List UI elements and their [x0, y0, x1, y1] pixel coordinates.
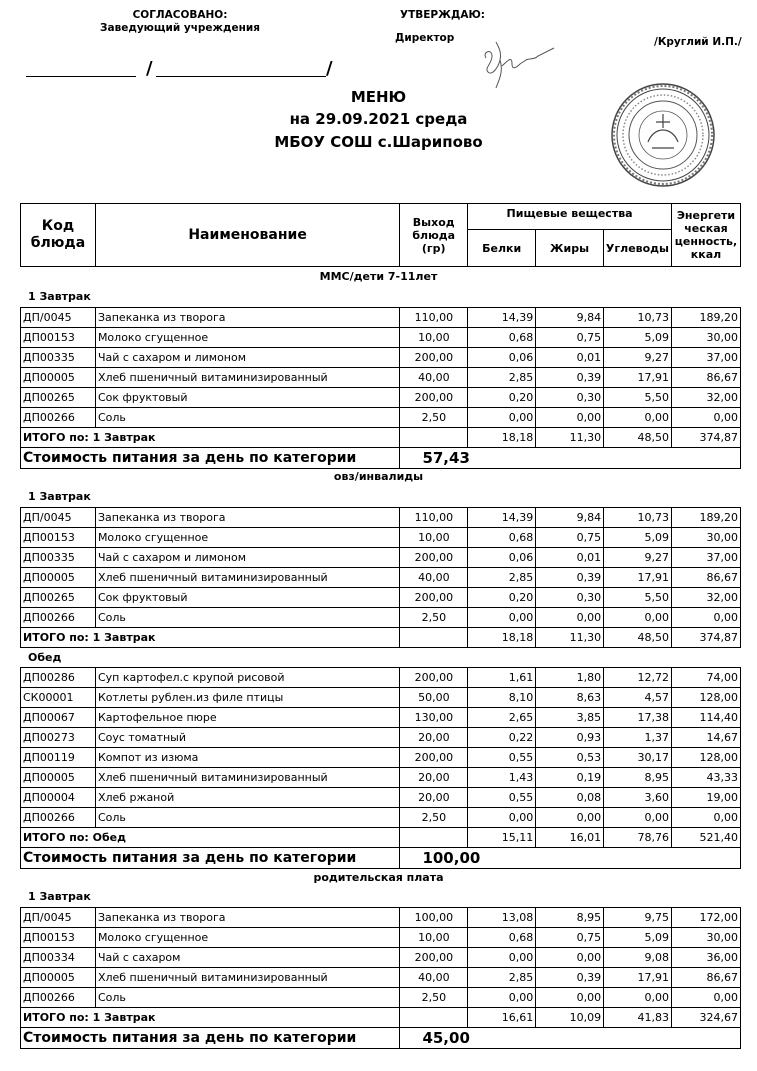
table-row: [21, 528, 741, 548]
meal-table: [20, 907, 741, 1049]
dish-protein: 14,39: [468, 508, 536, 528]
dish-name: Суп картофел.с крупой рисовой: [95, 668, 400, 688]
dish-name: Чай с сахаром и лимоном: [95, 348, 400, 368]
dish-yield: 20,00: [400, 788, 468, 808]
dish-protein: 0,00: [468, 608, 536, 628]
total-protein: 18,18: [468, 628, 536, 648]
dish-yield: 110,00: [400, 308, 468, 328]
dish-protein: 1,43: [468, 768, 536, 788]
table-row: [21, 548, 741, 568]
table-row: [21, 588, 741, 608]
dish-name: Запеканка из творога: [95, 508, 400, 528]
signature-slash-2: /: [326, 58, 333, 79]
dish-code: ДП00335: [21, 348, 96, 368]
total-protein: 18,18: [468, 428, 536, 448]
dish-energy: 36,00: [672, 948, 741, 968]
dish-carbs: 17,91: [604, 368, 672, 388]
dish-energy: 86,67: [672, 568, 741, 588]
dish-fat: 0,75: [536, 928, 604, 948]
table-row: [21, 328, 741, 348]
dish-carbs: 30,17: [604, 748, 672, 768]
dish-yield: 40,00: [400, 968, 468, 988]
meal-title: 1 Завтрак: [28, 890, 91, 903]
total-label: ИТОГО по: 1 Завтрак: [21, 628, 400, 648]
dish-yield: 200,00: [400, 948, 468, 968]
dish-code: ДП00067: [21, 708, 96, 728]
dish-code: ДП00153: [21, 928, 96, 948]
dish-protein: 8,10: [468, 688, 536, 708]
total-fat: 16,01: [536, 828, 604, 848]
dish-carbs: 17,38: [604, 708, 672, 728]
dish-carbs: 5,09: [604, 328, 672, 348]
table-header: [20, 203, 741, 267]
dish-fat: 3,85: [536, 708, 604, 728]
dish-name: Хлеб ржаной: [95, 788, 400, 808]
dish-yield: 2,50: [400, 988, 468, 1008]
dish-energy: 128,00: [672, 748, 741, 768]
dish-fat: 0,08: [536, 788, 604, 808]
meal-title: 1 Завтрак: [28, 490, 91, 503]
total-energy: 374,87: [672, 428, 741, 448]
total-fat: 10,09: [536, 1008, 604, 1028]
dish-protein: 13,08: [468, 908, 536, 928]
table-row: [21, 348, 741, 368]
table-row: [21, 568, 741, 588]
col-yield-header: Выход блюда (гр): [400, 204, 468, 267]
dish-code: ДП/0045: [21, 508, 96, 528]
dish-carbs: 9,75: [604, 908, 672, 928]
daily-cost-label: Стоимость питания за день по категории: [21, 448, 400, 469]
signature-line-2: [156, 76, 326, 77]
dish-code: ДП00266: [21, 408, 96, 428]
dish-code: ДП00005: [21, 368, 96, 388]
dish-protein: 0,00: [468, 948, 536, 968]
dish-energy: 32,00: [672, 588, 741, 608]
total-label: ИТОГО по: 1 Завтрак: [21, 428, 400, 448]
total-carbs: 41,83: [604, 1008, 672, 1028]
signature-line-1: [26, 76, 136, 77]
dish-yield: 200,00: [400, 548, 468, 568]
dish-energy: 189,20: [672, 508, 741, 528]
dish-protein: 2,85: [468, 568, 536, 588]
menu-title: МЕНЮ: [350, 88, 407, 106]
dish-code: ДП00005: [21, 968, 96, 988]
col-carbs-header: Углеводы: [603, 230, 671, 267]
table-row: [21, 748, 741, 768]
dish-energy: 30,00: [672, 528, 741, 548]
dish-name: Компот из изюма: [95, 748, 400, 768]
dish-fat: 0,75: [536, 328, 604, 348]
meal-table: [20, 307, 741, 469]
dish-protein: 0,06: [468, 348, 536, 368]
dish-yield: 20,00: [400, 768, 468, 788]
col-nutrients-header: Пищевые вещества: [468, 204, 672, 230]
agreed-label: СОГЛАСОВАНО:: [132, 9, 228, 21]
dish-fat: 0,00: [536, 988, 604, 1008]
dish-yield: 20,00: [400, 728, 468, 748]
dish-name: Чай с сахаром: [95, 948, 400, 968]
dish-energy: 43,33: [672, 768, 741, 788]
dish-yield: 2,50: [400, 808, 468, 828]
dish-protein: 2,65: [468, 708, 536, 728]
dish-protein: 0,00: [468, 408, 536, 428]
dish-fat: 8,95: [536, 908, 604, 928]
agreed-role: Заведующий учреждения: [100, 22, 260, 34]
total-fat: 11,30: [536, 428, 604, 448]
daily-cost-value: 45,00: [400, 1028, 741, 1049]
dish-code: ДП00265: [21, 588, 96, 608]
dish-yield: 10,00: [400, 328, 468, 348]
dish-code: ДП00266: [21, 608, 96, 628]
total-protein: 15,11: [468, 828, 536, 848]
daily-cost-row: [21, 848, 741, 869]
dish-name: Котлеты рублен.из филе птицы: [95, 688, 400, 708]
dish-yield: 100,00: [400, 908, 468, 928]
daily-cost-row: [21, 1028, 741, 1049]
dish-carbs: 0,00: [604, 808, 672, 828]
dish-fat: 0,01: [536, 548, 604, 568]
dish-protein: 0,20: [468, 588, 536, 608]
dish-carbs: 12,72: [604, 668, 672, 688]
daily-cost-label: Стоимость питания за день по категории: [21, 848, 400, 869]
director-signature-icon: [478, 38, 558, 90]
dish-code: ДП00005: [21, 568, 96, 588]
dish-protein: 0,55: [468, 748, 536, 768]
table-row: [21, 688, 741, 708]
dish-fat: 0,30: [536, 588, 604, 608]
dish-code: ДП00153: [21, 528, 96, 548]
total-yield: [400, 828, 468, 848]
dish-carbs: 5,50: [604, 388, 672, 408]
dish-energy: 30,00: [672, 328, 741, 348]
dish-name: Молоко сгущенное: [95, 928, 400, 948]
dish-fat: 0,19: [536, 768, 604, 788]
total-label: ИТОГО по: Обед: [21, 828, 400, 848]
category-title: родительская плата: [313, 871, 444, 884]
dish-yield: 2,50: [400, 608, 468, 628]
dish-yield: 2,50: [400, 408, 468, 428]
dish-energy: 37,00: [672, 548, 741, 568]
total-protein: 16,61: [468, 1008, 536, 1028]
dish-name: Чай с сахаром и лимоном: [95, 548, 400, 568]
dish-yield: 110,00: [400, 508, 468, 528]
dish-code: ДП00153: [21, 328, 96, 348]
dish-code: ДП00266: [21, 988, 96, 1008]
dish-carbs: 9,27: [604, 548, 672, 568]
dish-code: СК00001: [21, 688, 96, 708]
dish-name: Соль: [95, 808, 400, 828]
dish-energy: 0,00: [672, 608, 741, 628]
dish-yield: 200,00: [400, 748, 468, 768]
dish-code: ДП00119: [21, 748, 96, 768]
table-row: [21, 788, 741, 808]
table-row: [21, 368, 741, 388]
dish-yield: 200,00: [400, 668, 468, 688]
col-code-header: Код блюда: [21, 204, 96, 267]
dish-energy: 0,00: [672, 988, 741, 1008]
dish-protein: 0,00: [468, 808, 536, 828]
dish-fat: 0,01: [536, 348, 604, 368]
table-row: [21, 968, 741, 988]
dish-code: ДП00005: [21, 768, 96, 788]
dish-code: ДП00273: [21, 728, 96, 748]
category-title: овз/инвалиды: [333, 470, 424, 483]
dish-fat: 0,30: [536, 388, 604, 408]
dish-protein: 0,55: [468, 788, 536, 808]
total-energy: 324,67: [672, 1008, 741, 1028]
dish-energy: 172,00: [672, 908, 741, 928]
dish-code: ДП00265: [21, 388, 96, 408]
dish-yield: 40,00: [400, 368, 468, 388]
dish-protein: 0,00: [468, 988, 536, 1008]
dish-code: ДП00334: [21, 948, 96, 968]
total-yield: [400, 428, 468, 448]
dish-energy: 74,00: [672, 668, 741, 688]
dish-carbs: 5,09: [604, 528, 672, 548]
total-label: ИТОГО по: 1 Завтрак: [21, 1008, 400, 1028]
dish-yield: 40,00: [400, 568, 468, 588]
dish-carbs: 17,91: [604, 568, 672, 588]
dish-yield: 50,00: [400, 688, 468, 708]
dish-energy: 32,00: [672, 388, 741, 408]
daily-cost-label: Стоимость питания за день по категории: [21, 1028, 400, 1049]
dish-code: ДП00266: [21, 808, 96, 828]
dish-name: Запеканка из творога: [95, 908, 400, 928]
dish-name: Соль: [95, 988, 400, 1008]
dish-name: Молоко сгущенное: [95, 528, 400, 548]
dish-fat: 0,00: [536, 608, 604, 628]
dish-code: ДП/0045: [21, 308, 96, 328]
dish-fat: 9,84: [536, 508, 604, 528]
total-yield: [400, 628, 468, 648]
school-name: МБОУ СОШ с.Шарипово: [274, 133, 483, 151]
dish-carbs: 9,08: [604, 948, 672, 968]
table-row: [21, 908, 741, 928]
dish-energy: 189,20: [672, 308, 741, 328]
meal-title: Обед: [28, 651, 62, 664]
table-row: [21, 608, 741, 628]
dish-carbs: 0,00: [604, 608, 672, 628]
dish-carbs: 4,57: [604, 688, 672, 708]
table-row: [21, 988, 741, 1008]
meal-total-row: [21, 628, 741, 648]
dish-fat: 0,75: [536, 528, 604, 548]
menu-date: на 29.09.2021 среда: [289, 110, 468, 128]
dish-energy: 86,67: [672, 368, 741, 388]
dish-energy: 0,00: [672, 808, 741, 828]
dish-carbs: 8,95: [604, 768, 672, 788]
dish-code: ДП00004: [21, 788, 96, 808]
dish-fat: 0,39: [536, 368, 604, 388]
meal-total-row: [21, 828, 741, 848]
dish-code: ДП00335: [21, 548, 96, 568]
daily-cost-row: [21, 448, 741, 469]
dish-energy: 128,00: [672, 688, 741, 708]
col-energy-header: Энергети ческая ценность, ккал: [671, 204, 740, 267]
dish-protein: 0,68: [468, 528, 536, 548]
dish-name: Запеканка из творога: [95, 308, 400, 328]
dish-name: Молоко сгущенное: [95, 328, 400, 348]
dish-energy: 30,00: [672, 928, 741, 948]
dish-protein: 0,68: [468, 328, 536, 348]
table-row: [21, 808, 741, 828]
dish-protein: 2,85: [468, 368, 536, 388]
director-label: Директор: [395, 32, 455, 44]
dish-protein: 0,22: [468, 728, 536, 748]
dish-energy: 86,67: [672, 968, 741, 988]
dish-fat: 0,00: [536, 948, 604, 968]
dish-name: Хлеб пшеничный витаминизированный: [95, 568, 400, 588]
dish-name: Соль: [95, 608, 400, 628]
dish-fat: 9,84: [536, 308, 604, 328]
dish-name: Соус томатный: [95, 728, 400, 748]
dish-protein: 1,61: [468, 668, 536, 688]
dish-carbs: 9,27: [604, 348, 672, 368]
meal-title: 1 Завтрак: [28, 290, 91, 303]
meal-table: [20, 507, 741, 648]
dish-name: Сок фруктовый: [95, 588, 400, 608]
dish-yield: 200,00: [400, 348, 468, 368]
table-row: [21, 728, 741, 748]
approve-label: УТВЕРЖДАЮ:: [400, 9, 485, 21]
signature-slash-1: /: [146, 58, 153, 79]
dish-carbs: 1,37: [604, 728, 672, 748]
dish-name: Хлеб пшеничный витаминизированный: [95, 768, 400, 788]
dish-code: ДП00286: [21, 668, 96, 688]
dish-energy: 114,40: [672, 708, 741, 728]
dish-fat: 0,93: [536, 728, 604, 748]
table-row: [21, 948, 741, 968]
dish-protein: 0,20: [468, 388, 536, 408]
dish-protein: 0,68: [468, 928, 536, 948]
dish-carbs: 0,00: [604, 408, 672, 428]
total-energy: 521,40: [672, 828, 741, 848]
dish-fat: 0,39: [536, 568, 604, 588]
dish-fat: 0,00: [536, 808, 604, 828]
daily-cost-value: 57,43: [400, 448, 741, 469]
meal-total-row: [21, 1008, 741, 1028]
dish-energy: 19,00: [672, 788, 741, 808]
dish-yield: 10,00: [400, 528, 468, 548]
total-fat: 11,30: [536, 628, 604, 648]
dish-yield: 200,00: [400, 588, 468, 608]
dish-carbs: 5,50: [604, 588, 672, 608]
col-name-header: Наименование: [95, 204, 399, 267]
dish-fat: 0,39: [536, 968, 604, 988]
dish-fat: 0,53: [536, 748, 604, 768]
table-row: [21, 768, 741, 788]
table-row: [21, 408, 741, 428]
table-row: [21, 708, 741, 728]
total-energy: 374,87: [672, 628, 741, 648]
dish-name: Картофельное пюре: [95, 708, 400, 728]
table-row: [21, 668, 741, 688]
dish-fat: 1,80: [536, 668, 604, 688]
category-title: ММС/дети 7-11лет: [319, 270, 438, 283]
dish-carbs: 10,73: [604, 508, 672, 528]
director-name: /Круглий И.П./: [654, 36, 742, 48]
total-carbs: 48,50: [604, 628, 672, 648]
dish-fat: 8,63: [536, 688, 604, 708]
meal-table: [20, 667, 741, 869]
table-row: [21, 928, 741, 948]
total-yield: [400, 1008, 468, 1028]
dish-energy: 0,00: [672, 408, 741, 428]
dish-carbs: 3,60: [604, 788, 672, 808]
dish-yield: 10,00: [400, 928, 468, 948]
table-row: [21, 388, 741, 408]
total-carbs: 48,50: [604, 428, 672, 448]
daily-cost-value: 100,00: [400, 848, 741, 869]
dish-energy: 37,00: [672, 348, 741, 368]
dish-name: Сок фруктовый: [95, 388, 400, 408]
dish-carbs: 10,73: [604, 308, 672, 328]
dish-carbs: 0,00: [604, 988, 672, 1008]
dish-protein: 14,39: [468, 308, 536, 328]
total-carbs: 78,76: [604, 828, 672, 848]
dish-fat: 0,00: [536, 408, 604, 428]
dish-energy: 14,67: [672, 728, 741, 748]
dish-carbs: 17,91: [604, 968, 672, 988]
dish-carbs: 5,09: [604, 928, 672, 948]
dish-yield: 130,00: [400, 708, 468, 728]
table-row: [21, 508, 741, 528]
dish-code: ДП/0045: [21, 908, 96, 928]
meal-total-row: [21, 428, 741, 448]
col-protein-header: Белки: [468, 230, 536, 267]
dish-name: Хлеб пшеничный витаминизированный: [95, 968, 400, 988]
col-fat-header: Жиры: [536, 230, 604, 267]
dish-protein: 2,85: [468, 968, 536, 988]
dish-name: Хлеб пшеничный витаминизированный: [95, 368, 400, 388]
dish-protein: 0,06: [468, 548, 536, 568]
table-row: [21, 308, 741, 328]
dish-name: Соль: [95, 408, 400, 428]
dish-yield: 200,00: [400, 388, 468, 408]
